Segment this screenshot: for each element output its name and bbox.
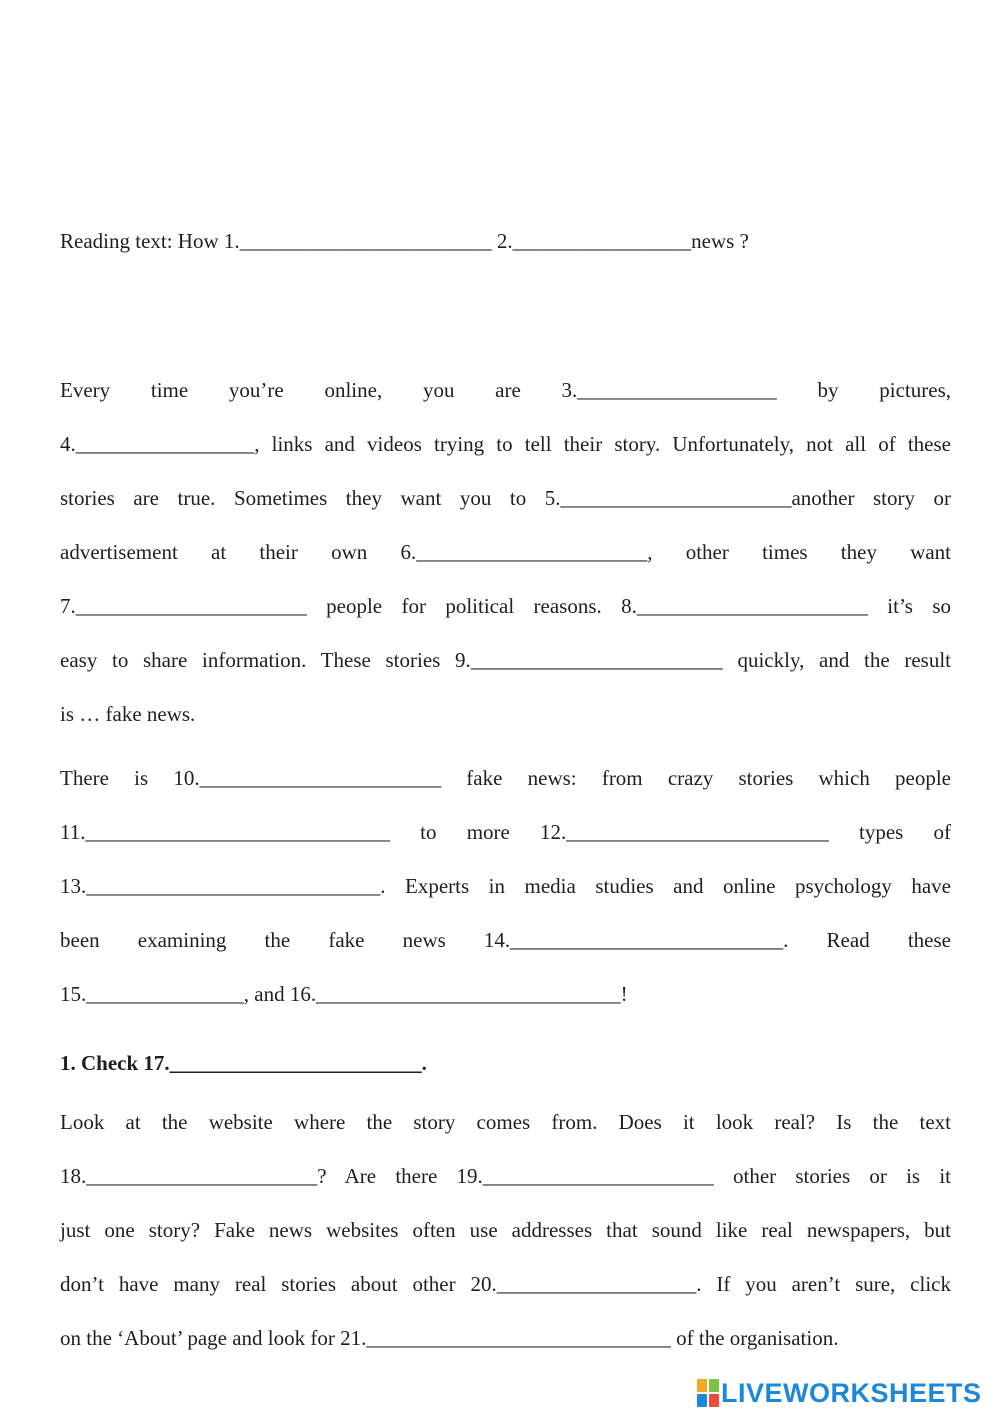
liveworksheets-logo (697, 1376, 982, 1410)
text-line-15: just one story? Fake news websites often use addresses that sound like real newspapers, but (60, 1218, 951, 1242)
text-line-3: stories are true. Sometimes they want you to 5.______________________another story or (60, 486, 951, 510)
text-line-5: 7.______________________ people for political reasons. 8.______________________ it’s so (60, 594, 951, 618)
text-line-17: on the ‘About’ page and look for 21._____________________________ of the organisation. (60, 1326, 839, 1350)
page-title: Reading text: How 1.________________________ 2._________________news ? (60, 229, 749, 253)
text-line-13: Look at the website where the story comes from. Does it look real? Is the text (60, 1110, 951, 1134)
text-line-4: advertisement at their own 6.______________________, other times they want (60, 540, 951, 564)
logo-text: LIVEWORKSHEETS (721, 1377, 982, 1408)
text-line-10: 13.____________________________. Experts in media studies and online psychology have (60, 874, 951, 898)
text-line-6: easy to share information. These stories 9.________________________ quickly, and the result (60, 648, 951, 672)
text-line-8: There is 10._______________________ fake news: from crazy stories which people (60, 766, 951, 790)
text-line-1: Every time you’re online, you are 3.___________________ by pictures, (60, 378, 951, 402)
text-line-11: been examining the fake news 14.__________________________. Read these (60, 928, 951, 952)
logo-mark-icon (697, 1379, 719, 1407)
text-line-7: is … fake news. (60, 702, 196, 726)
text-line-2: 4._________________, links and videos trying to tell their story. Unfortunately, not all of these (60, 432, 951, 456)
text-line-16: don’t have many real stories about other 20.___________________. If you aren’t sure, click (60, 1272, 951, 1296)
text-line-12: 15._______________, and 16._____________________________! (60, 982, 628, 1006)
section-heading: 1. Check 17.________________________. (60, 1051, 427, 1075)
text-line-14: 18.______________________? Are there 19.______________________ other stories or is it (60, 1164, 951, 1188)
text-line-9: 11._____________________________ to more 12._________________________ types of (60, 820, 951, 844)
